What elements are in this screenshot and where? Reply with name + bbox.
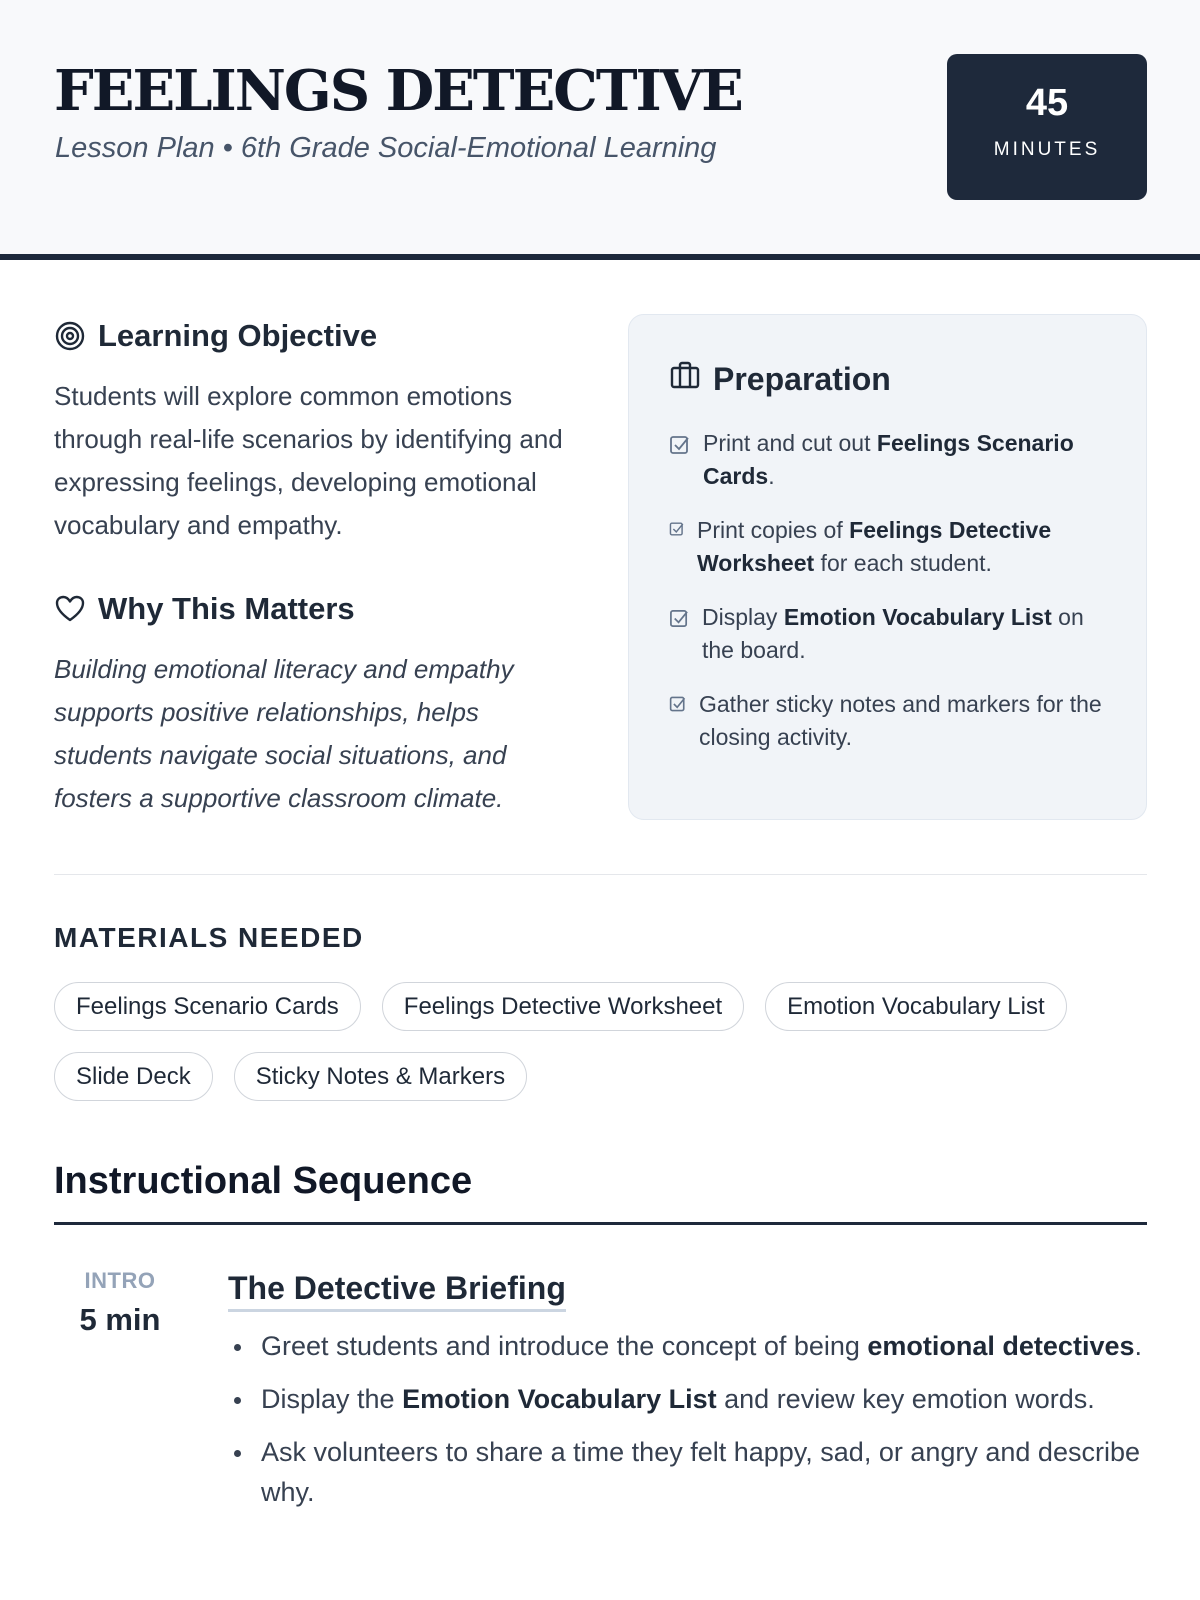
preparation-list <box>669 427 1119 775</box>
section-divider <box>54 874 1147 875</box>
step-duration: 5 min <box>79 1302 161 1337</box>
why-heading-text: Why This Matters <box>98 591 355 626</box>
material-pill: Sticky Notes & Markers <box>234 1052 527 1101</box>
duration-value: 45 <box>1025 82 1069 124</box>
preparation-item: Display Emotion Vocabulary List on the board. <box>669 601 1119 667</box>
sequence-heading: Instructional Sequence <box>54 1160 473 1202</box>
material-pill: Feelings Detective Worksheet <box>382 982 744 1031</box>
duration-unit: MINUTES <box>993 139 1101 160</box>
step-phase-tag: INTRO <box>84 1268 156 1293</box>
material-pill: Emotion Vocabulary List <box>765 982 1066 1031</box>
preparation-heading <box>669 359 891 399</box>
material-pill: Slide Deck <box>54 1052 213 1101</box>
material-pill: Feelings Scenario Cards <box>54 982 361 1031</box>
duration-badge <box>947 54 1147 200</box>
materials-list <box>54 982 1154 1101</box>
step-bullet: Greet students and introduce the concept of being emotional detectives. <box>228 1326 1148 1366</box>
target-icon <box>54 320 86 352</box>
checkbox-icon <box>669 521 685 537</box>
step-bullet-list <box>228 1326 1148 1525</box>
step-label <box>54 1268 186 1338</box>
objective-heading-text: Learning Objective <box>98 318 378 353</box>
briefcase-icon <box>669 359 701 399</box>
checkbox-icon <box>669 434 691 456</box>
lesson-header <box>0 0 1200 260</box>
preparation-item: Print copies of Feelings Detective Worksheet for each student. <box>669 514 1119 580</box>
sequence-rule <box>54 1222 1147 1225</box>
page-subtitle: Lesson Plan • 6th Grade Social-Emotional Learning <box>55 132 717 164</box>
step-bullet: Ask volunteers to share a time they felt happy, sad, or angry and describe why. <box>228 1432 1148 1512</box>
step-bullet: Display the Emotion Vocabulary List and review key emotion words. <box>228 1379 1148 1419</box>
preparation-item: Print and cut out Feelings Scenario Cards. <box>669 427 1119 493</box>
heart-icon <box>54 593 86 625</box>
preparation-item: Gather sticky notes and markers for the closing activity. <box>669 688 1119 754</box>
why-heading <box>54 591 355 627</box>
step-title: The Detective Briefing <box>228 1270 566 1312</box>
checkbox-icon <box>669 695 687 713</box>
preparation-panel <box>628 314 1147 820</box>
preparation-heading-text: Preparation <box>713 360 891 397</box>
objective-heading <box>54 318 377 354</box>
page-title: FEELINGS DETECTIVE <box>54 58 742 124</box>
checkbox-icon <box>669 608 690 629</box>
objective-text: Students will explore common emotions through real-life scenarios by identifying and expressing feelings, developing emotional vocabulary and empathy. <box>54 381 563 540</box>
materials-heading: MATERIALS NEEDED <box>54 922 364 953</box>
why-text: Building emotional literacy and empathy supports positive relationships, helps students navigate social situations, and fosters a supportive classroom climate. <box>54 654 514 813</box>
